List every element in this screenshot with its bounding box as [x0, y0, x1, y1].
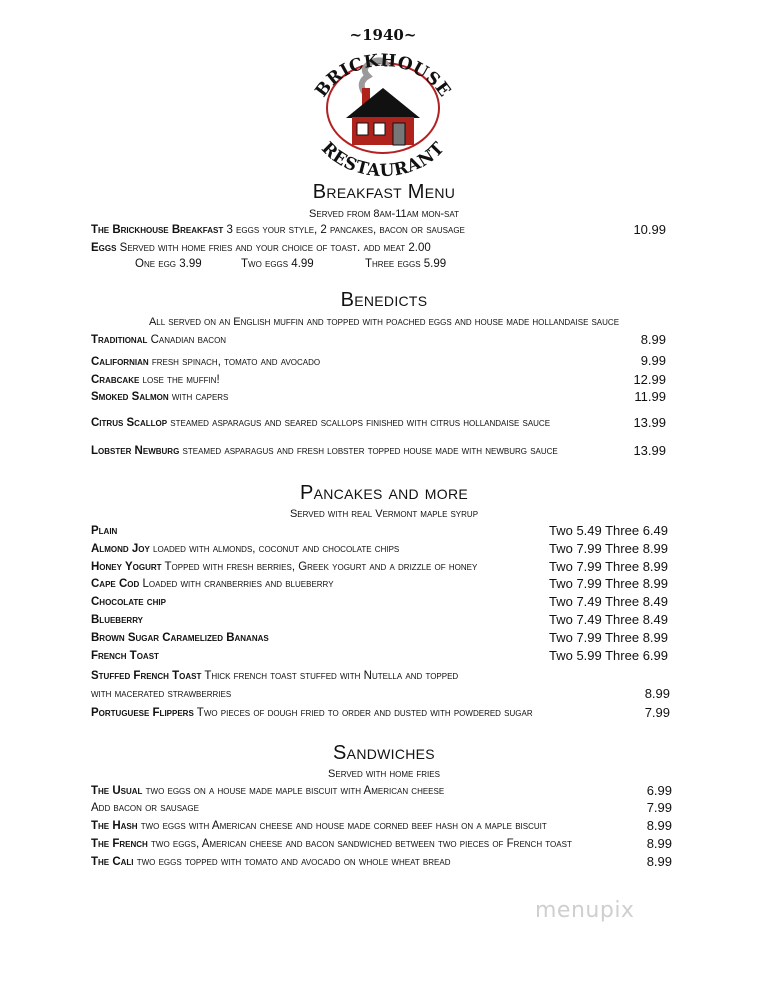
menu-item: [91, 391, 228, 403]
item-desc: loaded with almonds, coconut and chocolate chips: [153, 543, 400, 555]
item-desc: Topped with fresh berries, Greek yogurt and a drizzle of honey: [164, 561, 478, 573]
menu-item: [91, 785, 444, 797]
item-name: Honey Yogurt: [91, 561, 162, 573]
item-price: Two 5.99 Three 6.99: [548, 648, 668, 663]
item-name: French Toast: [91, 650, 159, 662]
menu-item: [91, 374, 220, 386]
menu-item: [91, 224, 465, 236]
item-name: Brown Sugar Caramelized Bananas: [91, 632, 269, 644]
menu-item: [91, 650, 159, 662]
breakfast-subtitle: Served from 8am-11am mon-sat: [309, 208, 459, 220]
item-price: 7.99: [644, 705, 670, 720]
sandwiches-title: Sandwiches: [333, 742, 435, 764]
egg-option: Two eggs 4.99: [241, 258, 314, 270]
item-desc: with capers: [171, 391, 229, 403]
menu-item: [91, 596, 166, 608]
item-name: Smoked Salmon: [91, 391, 169, 403]
item-desc: lose the muffin!: [142, 374, 220, 386]
menu-item: [91, 820, 547, 832]
menu-item: [91, 445, 558, 457]
menu-item-continued: [91, 688, 231, 700]
item-desc: 3 eggs your style, 2 pancakes, bacon or sausage: [226, 224, 465, 236]
item-name: Portuguese Flippers: [91, 707, 194, 719]
item-price: Two 7.99 Three 8.99: [548, 630, 668, 645]
item-name: The Usual: [91, 785, 143, 797]
item-name: The Brickhouse Breakfast: [91, 224, 224, 236]
item-name: Traditional: [91, 334, 148, 346]
brickhouse-logo-art: [300, 22, 466, 178]
menu-item: [91, 632, 269, 644]
item-name: Citrus Scallop: [91, 417, 168, 429]
item-price: 7.99: [646, 800, 672, 815]
item-desc: Add bacon or sausage: [91, 802, 199, 814]
item-desc: steamed asparagus and fresh lobster topped house made with newburg sauce: [179, 445, 558, 457]
item-desc: two eggs with American cheese and house made corned beef hash on a maple biscuit: [140, 820, 547, 832]
pancakes-subtitle: Served with real Vermont maple syrup: [289, 508, 479, 520]
item-name: Californian: [91, 356, 149, 368]
item-price: 11.99: [634, 389, 666, 404]
sandwiches-subtitle: Served with home fries: [328, 768, 440, 780]
item-name: Stuffed French Toast: [91, 670, 202, 682]
item-price: 6.99: [646, 783, 672, 798]
item-desc: Canadian bacon: [150, 334, 227, 346]
item-desc: with macerated strawberries: [91, 688, 232, 700]
item-name: Cape Cod: [91, 578, 140, 590]
menu-item: [91, 334, 226, 346]
menu-item: [91, 561, 477, 573]
logo-name-top: BRICKHOUSE: [311, 50, 455, 102]
menu-item: [91, 578, 334, 590]
restaurant-logo: [300, 22, 466, 178]
item-price: 12.99: [633, 372, 666, 387]
menu-item: [91, 525, 117, 537]
menu-item: [91, 242, 431, 254]
breakfast-title: Breakfast Menu: [312, 181, 456, 203]
item-name: The Cali: [91, 856, 134, 868]
item-name: The Hash: [91, 820, 138, 832]
item-name: Blueberry: [91, 614, 144, 626]
item-desc: two eggs, American cheese and bacon sandwiched between two pieces of French toast: [151, 838, 572, 850]
menu-item: [91, 417, 550, 429]
menu-item: [91, 670, 458, 682]
menu-item: [91, 356, 320, 368]
item-price: 10.99: [633, 222, 666, 237]
menu-item: [91, 543, 399, 555]
item-name: Plain: [91, 525, 118, 537]
item-name: The French: [91, 838, 148, 850]
item-price: Two 7.49 Three 8.49: [548, 612, 668, 627]
benedicts-title: Benedicts: [340, 289, 428, 311]
item-desc: Thick french toast stuffed with Nutella and topped: [204, 670, 459, 682]
menupix-watermark: menupix: [535, 898, 635, 923]
item-price: Two 5.49 Three 6.49: [548, 523, 668, 538]
item-desc: fresh spinach, tomato and avocado: [151, 356, 321, 368]
item-desc: two eggs on a house made maple biscuit with American cheese: [145, 785, 445, 797]
item-desc: steamed asparagus and seared scallops finished with citrus hollandaise sauce: [167, 417, 551, 429]
item-desc: Loaded with cranberries and blueberry: [142, 578, 334, 590]
item-name: Crabcake: [91, 374, 140, 386]
item-desc: two eggs topped with tomato and avocado on whole wheat bread: [136, 856, 451, 868]
menu-item: [91, 838, 572, 850]
benedicts-subtitle: All served on an English muffin and topped with poached eggs and house made hollandaise sauce: [148, 316, 620, 328]
item-price: 8.99: [646, 836, 672, 851]
item-price: 9.99: [640, 353, 666, 368]
egg-option: One egg 3.99: [135, 258, 202, 270]
menu-item: [91, 707, 533, 719]
item-price: 13.99: [633, 443, 666, 458]
item-price: Two 7.99 Three 8.99: [548, 559, 668, 574]
item-desc: Two pieces of dough fried to order and dusted with powdered sugar: [196, 707, 533, 719]
egg-option: Three eggs 5.99: [365, 258, 447, 270]
menu-item: [91, 614, 143, 626]
item-price: Two 7.99 Three 8.99: [548, 541, 668, 556]
menu-item: [91, 802, 199, 814]
item-price: 8.99: [644, 686, 670, 701]
item-price: 8.99: [640, 332, 666, 347]
item-price: 13.99: [633, 415, 666, 430]
logo-name-bottom: RESTAURANT: [317, 138, 449, 178]
item-price: 8.99: [646, 854, 672, 869]
pancakes-title: Pancakes and more: [299, 482, 469, 504]
item-price: Two 7.49 Three 8.49: [548, 594, 668, 609]
logo-year: ~1940~: [349, 26, 417, 44]
item-name: Chocolate chip: [91, 596, 166, 608]
item-price: 8.99: [646, 818, 672, 833]
item-name: Lobster Newburg: [91, 445, 180, 457]
item-desc: Served with home fries and your choice of toast. add meat 2.00: [119, 242, 431, 254]
item-name: Eggs: [91, 242, 117, 254]
item-price: Two 7.99 Three 8.99: [548, 576, 668, 591]
item-name: Almond Joy: [91, 543, 150, 555]
menu-item: [91, 856, 450, 868]
